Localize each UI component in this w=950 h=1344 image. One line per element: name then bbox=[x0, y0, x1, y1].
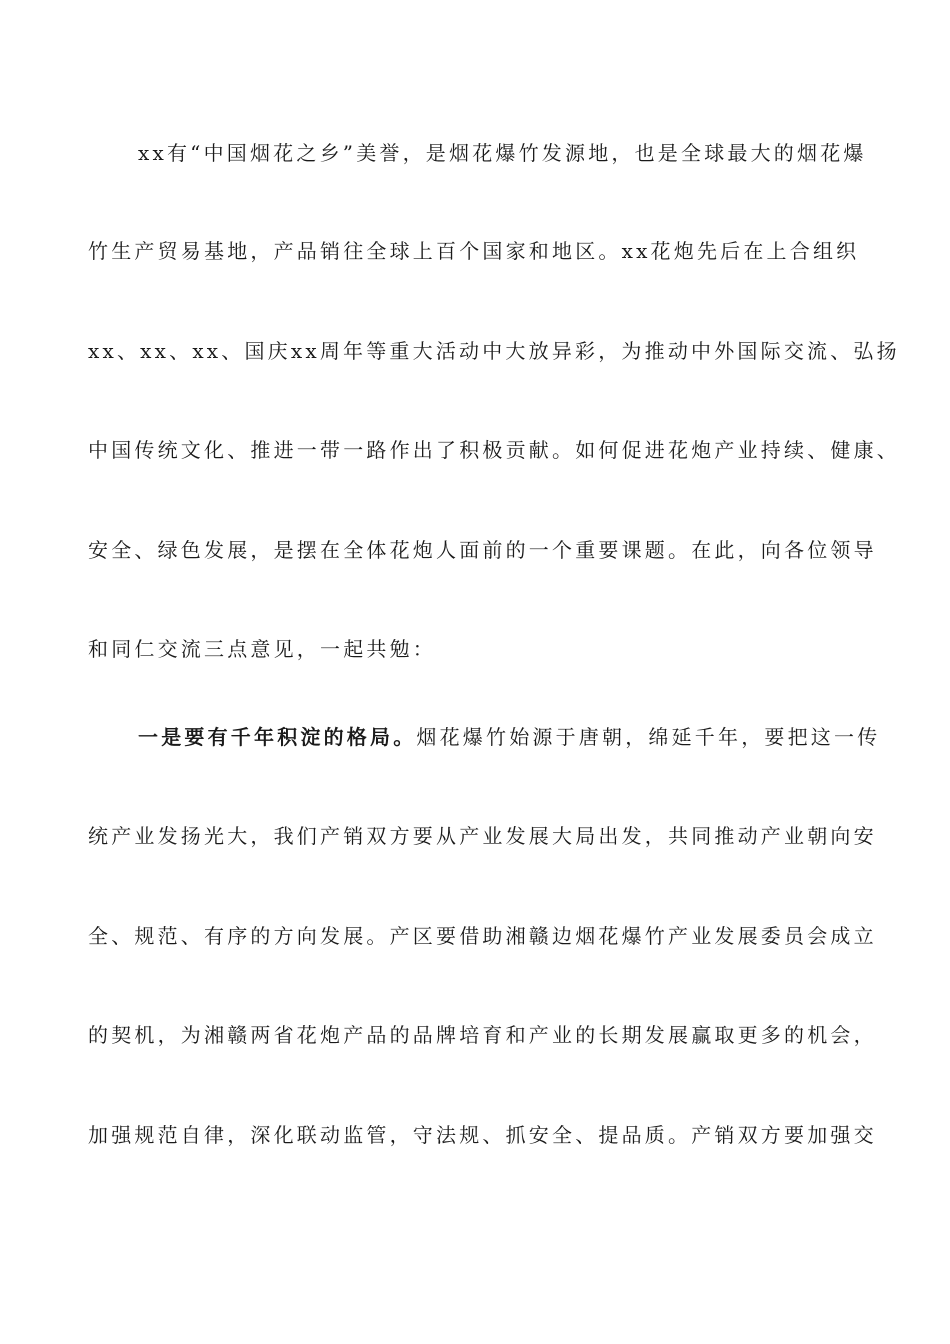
paragraph-2-line-4: 的契机，为湘赣两省花炮产品的品牌培育和产业的长期发展赢取更多的机会， bbox=[88, 1023, 877, 1047]
paragraph-1-line-5: 安全、绿色发展，是摆在全体花炮人面前的一个重要课题。在此，向各位领导 bbox=[88, 538, 877, 562]
paragraph-2-line-2: 统产业发扬光大，我们产销双方要从产业发展大局出发，共同推动产业朝向安 bbox=[88, 824, 877, 848]
paragraph-1-line-2: 竹生产贸易基地，产品销往全球上百个国家和地区。xx花炮先后在上合组织 bbox=[88, 239, 860, 263]
paragraph-2-line-1 bbox=[138, 724, 881, 750]
paragraph-1-line-1: xx有“中国烟花之乡”美誉，是烟花爆竹发源地，也是全球最大的烟花爆 bbox=[138, 141, 867, 165]
paragraph-1-line-6: 和同仁交流三点意见，一起共勉： bbox=[88, 637, 436, 661]
paragraph-2-heading: 一是要有千年积淀的格局。 bbox=[138, 725, 417, 749]
paragraph-2-line-3: 全、规范、有序的方向发展。产区要借助湘赣边烟花爆竹产业发展委员会成立 bbox=[88, 924, 877, 948]
paragraph-2-line-1-rest: 烟花爆竹始源于唐朝，绵延千年，要把这一传 bbox=[416, 725, 881, 749]
paragraph-1-line-3: xx、xx、xx、国庆xx周年等重大活动中大放异彩，为推动中外国际交流、弘扬 bbox=[88, 339, 900, 363]
paragraph-2-line-5: 加强规范自律，深化联动监管，守法规、抓安全、提品质。产销双方要加强交 bbox=[88, 1123, 877, 1147]
paragraph-1-line-4: 中国传统文化、推进一带一路作出了积极贡献。如何促进花炮产业持续、健康、 bbox=[88, 438, 900, 462]
